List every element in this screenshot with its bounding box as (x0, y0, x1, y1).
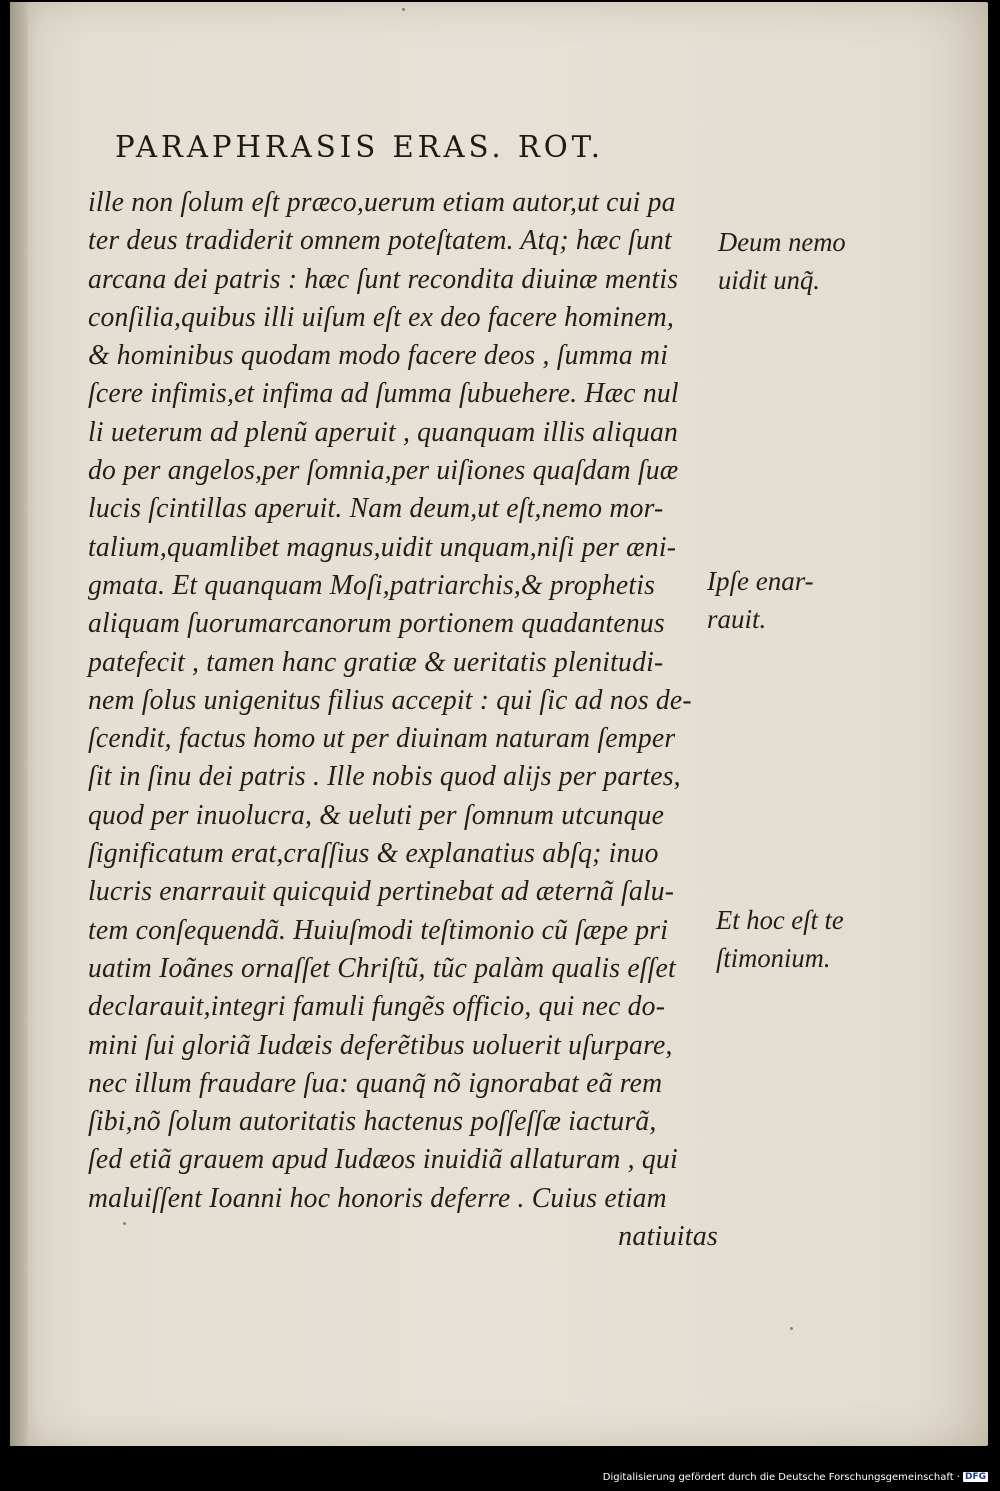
text-line: do per angelos,per ſomnia,per uiſiones quaſdam ſuæ (88, 455, 679, 487)
text-line: li ueterum ad plenũ aperuit , quanquam illis aliquan (88, 416, 679, 448)
paper-speck (790, 1327, 793, 1330)
text-line: & hominibus quodam modo facere deos , ſumma mi (88, 340, 669, 372)
digitization-credit (603, 1472, 988, 1483)
book-page (10, 2, 988, 1446)
margin-note-line: uidit unq̃. (718, 265, 820, 295)
text-line: lucis ſcintillas aperuit. Nam deum,ut eſt,nemo mor- (88, 493, 664, 525)
running-header: PARAPHRASIS ERAS. ROT. (115, 130, 604, 165)
text-line: ſcendit, factus homo ut per diuinam naturam ſemper (88, 723, 676, 755)
text-line: mini ſui gloriã Iudæis deferẽtibus uoluerit uſurpare, (88, 1029, 673, 1061)
text-line: ſignificatum erat,craſſius & explanatius abſq; inuo (88, 838, 659, 870)
margin-note-line: Deum nemo (718, 227, 846, 257)
main-text-block (88, 184, 718, 1256)
text-line: tem conſequendã. Huiuſmodi teſtimonio cũ ſæpe pri (88, 914, 669, 946)
text-line: talium,quamlibet magnus,uidit unquam,niſi per æni- (88, 531, 677, 563)
text-line: arcana dei patris : hæc ſunt recondita diuinæ mentis (88, 263, 679, 295)
paper-speck (123, 1222, 126, 1225)
text-line: uatim Ioãnes ornaſſet Chriſtũ, tũc palàm qualis eſſet (88, 952, 676, 984)
text-line: aliquam ſuorumarcanorum portionem quadantenus (88, 608, 665, 640)
page-gutter (10, 2, 28, 1446)
text-line: patefecit , tamen hanc gratiæ & ueritatis plenitudi- (88, 646, 664, 678)
text-line: nec illum fraudare ſua: quanq̃ nõ ignorabat eã rem (88, 1067, 663, 1099)
margin-note-line: Et hoc eſt te (716, 905, 844, 935)
text-line: gmata. Et quanquam Moſi,patriarchis,& prophetis (88, 569, 656, 601)
text-line: nem ſolus unigenitus filius accepit : qui ſic ad nos de- (88, 684, 692, 716)
text-line: declarauit,integri famuli fungẽs officio, qui nec do- (88, 991, 666, 1023)
margin-note-deum-nemo (718, 223, 848, 299)
catchword: natiuitas (618, 1221, 718, 1253)
text-line: lucris enarrauit quicquid pertinebat ad æternã ſalu- (88, 876, 675, 908)
text-line: ſibi,nõ ſolum autoritatis hactenus poſſeſſæ iacturã, (88, 1106, 657, 1138)
paper-speck (402, 8, 405, 11)
text-line: ille non ſolum eſt præco,uerum etiam autor,ut cui pa (88, 187, 676, 218)
text-line: ſed etiã grauem apud Iudæos inuidiã allaturam , qui (88, 1144, 678, 1176)
margin-note-line: rauit. (707, 604, 767, 634)
text-line: conſilia,quibus illi uiſum eſt ex deo facere hominem, (88, 301, 675, 333)
text-line: ter deus tradiderit omnem poteſtatem. Atq; hæc ſunt (88, 225, 672, 257)
margin-note-ipse-enarravit (707, 562, 814, 638)
text-line: maluiſſent Ioanni hoc honoris deferre . Cuius etiam (88, 1182, 667, 1214)
credit-text: Digitalisierung gefördert durch die Deutsche Forschungsgemeinschaft · (602, 1472, 960, 1483)
dfg-logo: DFG (964, 1472, 986, 1482)
text-line: ſit in ſinu dei patris . Ille nobis quod alijs per partes, (88, 761, 681, 793)
text-line: ſcere infimis,et infima ad ſumma ſubuehere. Hæc nul (88, 378, 679, 410)
text-line: quod per inuolucra, & ueluti per ſomnum utcunque (88, 799, 665, 831)
margin-note-et-hoc-est (716, 901, 846, 977)
margin-note-line: Ipſe enar- (707, 566, 814, 596)
margin-note-line: ſtimonium. (716, 943, 831, 973)
